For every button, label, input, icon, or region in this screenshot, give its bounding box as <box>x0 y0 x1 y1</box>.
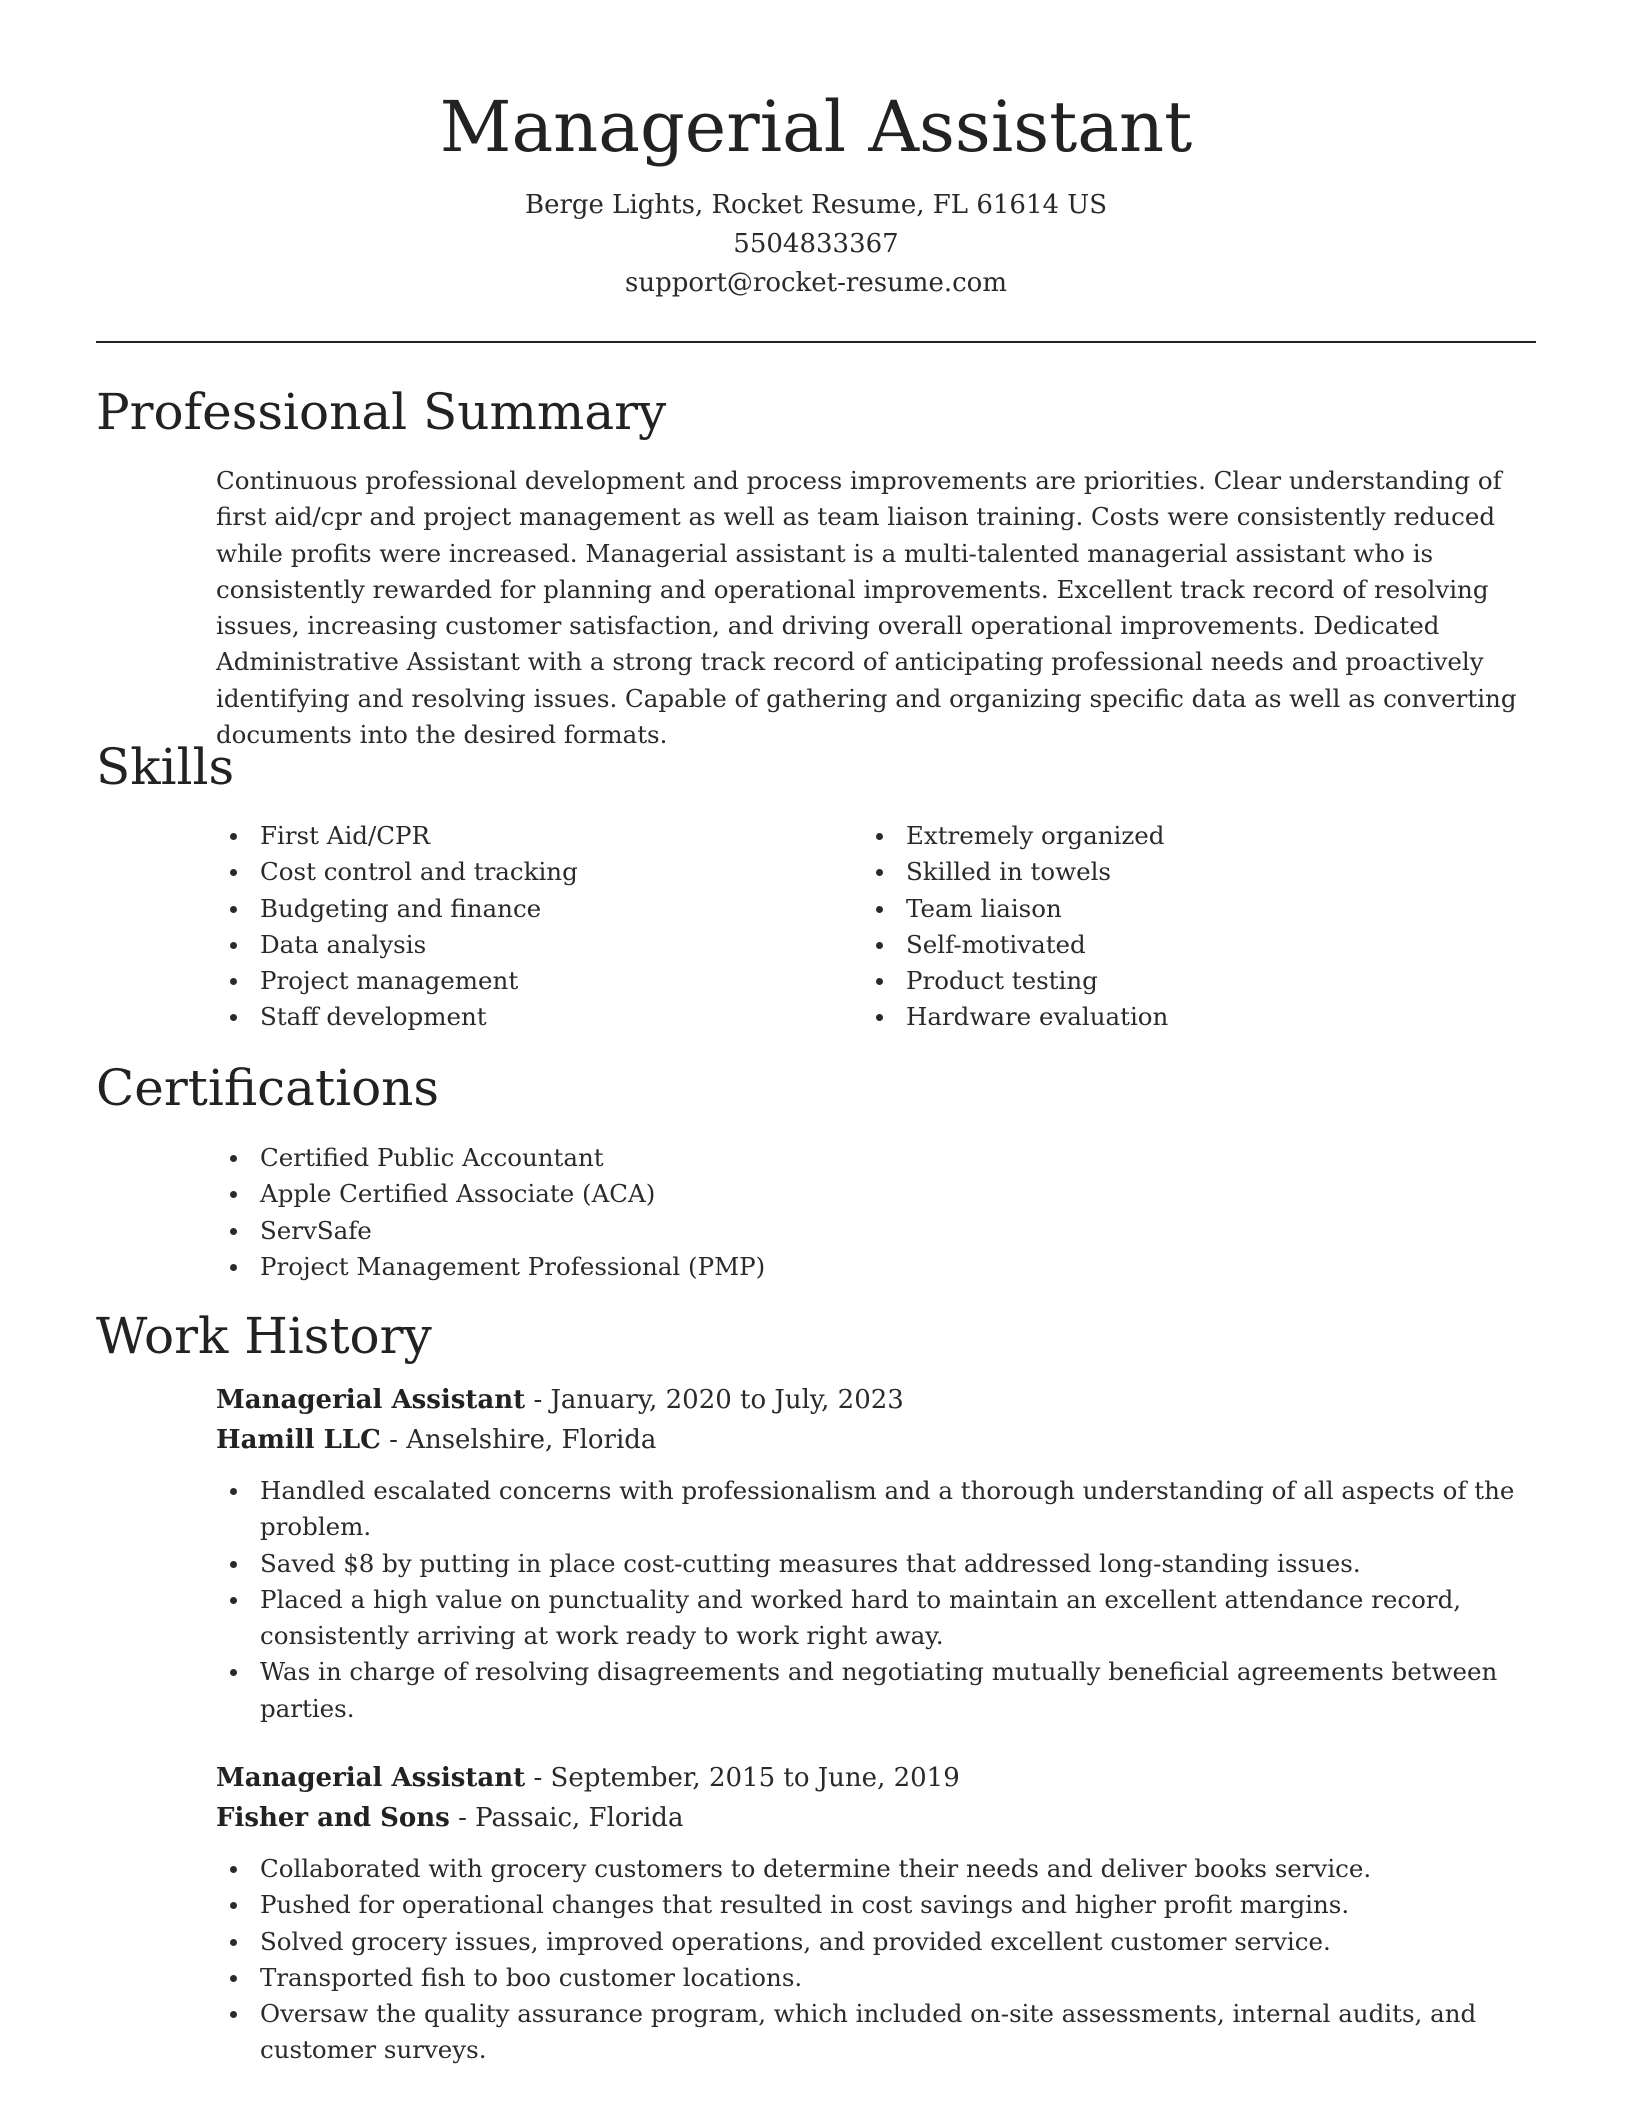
job-title-line <box>216 1758 960 1798</box>
address: Berge Lights, Rocket Resume, FL 61614 US <box>524 190 1108 220</box>
job-company-line <box>216 1420 656 1460</box>
job-duties-list <box>216 1851 1541 2069</box>
job-duty-item: Was in charge of resolving disagreements and negotiating mutually beneficial agreements between parties. <box>216 1654 1541 1727</box>
skill-item: Skilled in towels <box>862 854 1482 890</box>
job-company: Fisher and Sons <box>216 1803 450 1833</box>
certification-item: ServSafe <box>216 1213 1536 1249</box>
job-duties <box>216 1473 1541 1727</box>
job-duty-item: Placed a high value on punctuality and worked hard to maintain an excellent attendance record, consistently arriving at work ready to work right away. <box>216 1582 1541 1655</box>
summary-heading: Professional Summary <box>96 383 667 441</box>
skill-item: Budgeting and finance <box>216 891 836 927</box>
skill-item: Extremely organized <box>862 818 1482 854</box>
job-duties-list <box>216 1473 1541 1727</box>
job-title: Managerial Assistant <box>216 1385 526 1415</box>
skill-item: Cost control and tracking <box>216 854 836 890</box>
certification-item: Certified Public Accountant <box>216 1140 1536 1176</box>
job-dates: - January, 2020 to July, 2023 <box>525 1385 904 1415</box>
skills-list-right <box>862 818 1482 1036</box>
skill-item: Project management <box>216 963 836 999</box>
job-duty-item: Handled escalated concerns with professionalism and a thorough understanding of all aspects of the problem. <box>216 1473 1541 1546</box>
job-duty-item: Solved grocery issues, improved operations, and provided excellent customer service. <box>216 1924 1541 1960</box>
job-title: Managerial Assistant <box>216 1763 526 1793</box>
job-company: Hamill LLC <box>216 1425 381 1455</box>
email: support@rocket-resume.com <box>624 268 1007 298</box>
skill-item: Staff development <box>216 999 836 1035</box>
skills-column-left <box>216 818 836 1036</box>
job-duty-item: Collaborated with grocery customers to determine their needs and deliver books service. <box>216 1851 1541 1887</box>
certifications-list-wrap <box>216 1140 1536 1285</box>
certifications-list <box>216 1140 1536 1285</box>
skill-item: Team liaison <box>862 891 1482 927</box>
job-duty-item: Pushed for operational changes that resulted in cost savings and higher profit margins. <box>216 1887 1541 1923</box>
phone: 5504833367 <box>733 229 899 259</box>
job-title-line <box>216 1380 904 1420</box>
job-location: - Passaic, Florida <box>449 1803 684 1833</box>
skill-item: Self-motivated <box>862 927 1482 963</box>
skills-list-left <box>216 818 836 1036</box>
job-location: - Anselshire, Florida <box>380 1425 657 1455</box>
skills-column-right <box>862 818 1482 1036</box>
job-company-line <box>216 1798 683 1838</box>
work-history-heading: Work History <box>96 1307 432 1365</box>
candidate-name: Managerial Assistant <box>439 86 1193 168</box>
summary-text: Continuous professional development and process improvements are priorities. Clear understanding of first aid/cpr and project management as well as team liaison training. Costs were consistently reduced while profits were increased. Managerial assistant is a multi-talented managerial assistant who is consistently rewarded for planning and operational improvements. Excellent track record of resolving issues, increasing customer satisfaction, and driving overall operational improvements. Dedicated Administrative Assistant with a strong track record of anticipating professional needs and proactively identifying and resolving issues. Capable of gathering and organizing specific data as well as converting documents into the desired formats. <box>216 466 1517 750</box>
certification-item: Apple Certified Associate (ACA) <box>216 1176 1536 1212</box>
resume-header <box>96 82 1536 303</box>
skills-heading: Skills <box>96 738 235 796</box>
contact-info <box>96 186 1536 303</box>
skill-item: First Aid/CPR <box>216 818 836 854</box>
skill-item: Product testing <box>862 963 1482 999</box>
job-duty-item: Transported fish to boo customer locations. <box>216 1960 1541 1996</box>
skill-item: Data analysis <box>216 927 836 963</box>
job-duties <box>216 1851 1541 2069</box>
job-dates: - September, 2015 to June, 2019 <box>525 1763 960 1793</box>
job-duty-item: Saved $8 by putting in place cost-cutting measures that addressed long-standing issues. <box>216 1546 1541 1582</box>
certifications-heading: Certifications <box>96 1059 440 1117</box>
header-divider <box>96 341 1536 343</box>
skill-item: Hardware evaluation <box>862 999 1482 1035</box>
job-duty-item: Oversaw the quality assurance program, which included on-site assessments, internal audits, and customer surveys. <box>216 1996 1541 2069</box>
certification-item: Project Management Professional (PMP) <box>216 1249 1536 1285</box>
